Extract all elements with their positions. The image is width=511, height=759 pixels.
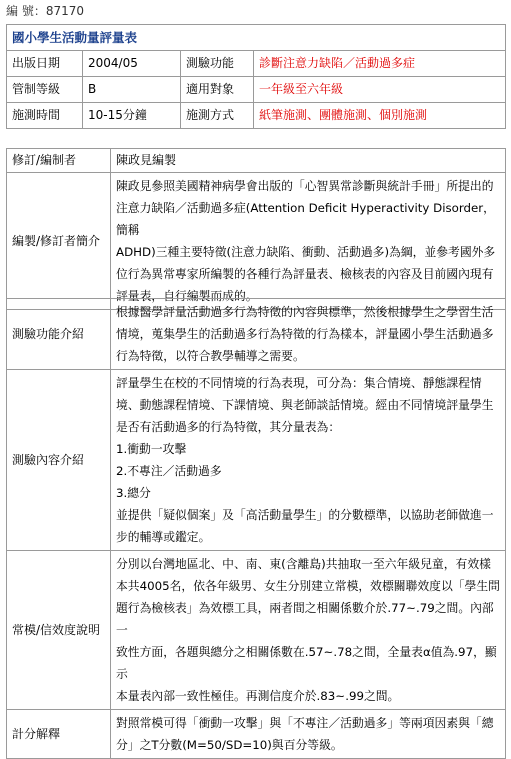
author-label: 修訂/編制者: [7, 149, 111, 173]
author-value: 陳政見編製: [111, 149, 506, 173]
function-intro-text: 根據醫學評量活動過多行為特徵的內容與標準，然後根據學生之學習生活 情境，蒐集學生的活動過多行為特徵的行為樣本，評量國小學生活動過多 行為特徵，以符合教學輔導之需要。: [111, 299, 506, 370]
test-title: 國小學生活動量評量表: [7, 25, 506, 51]
control-value: B: [83, 77, 181, 103]
function-value: 診斷注意力缺陷／活動過多症: [254, 51, 506, 77]
norms-label: 常模/信效度說明: [7, 551, 111, 710]
target-value: 一年級至六年級: [254, 77, 506, 103]
time-label: 施測時間: [7, 103, 83, 129]
method-label: 施測方式: [181, 103, 254, 129]
content-intro-label: 測驗內容介紹: [7, 370, 111, 551]
function-label: 測驗功能: [181, 51, 254, 77]
author-intro-text: 陳政見參照美國精神病學會出版的「心智異常診斷與統計手冊」所提出的 注意力缺陷／活動過多症(Attention Deficit Hyperactivity Disorder，簡稱 ADHD)三種主要特徵(注意力缺陷、衝動、活動過多)為綱，並參考國外多 位行為異常專家所編製的各種行為評量表、檢核表的內容及目前國內現有 評量表，自行編製而成的。: [111, 173, 506, 310]
function-intro-label: 測驗功能介紹: [7, 299, 111, 370]
method-value: 紙筆施測、團體施測、個別施測: [254, 103, 506, 129]
author-table: [6, 148, 506, 310]
publish-date-value: 2004/05: [83, 51, 181, 77]
time-value: 10-15分鐘: [83, 103, 181, 129]
scoring-text: 對照常模可得「衝動一攻擊」與「不專注／活動過多」等兩項因素與「總 分」之T分數(M=50/SD=10)與百分等級。: [111, 710, 506, 759]
content-intro-text: 評量學生在校的不同情境的行為表現，可分為：集合情境、靜態課程情 境、動態課程情境、下課情境、與老師談話情境。經由不同情境評量學生 是否有活動過多的行為特徵，其分量表為： 1.衝動一攻擊 2.不專注／活動過多 3.總分 並提供「疑似個案」及「高活動量學生」的分數標準，以協助老師做進一 步的輔導或鑑定。: [111, 370, 506, 551]
publish-date-label: 出版日期: [7, 51, 83, 77]
target-label: 適用對象: [181, 77, 254, 103]
norms-text: 分別以台灣地區北、中、南、東(含離島)共抽取一至六年級兒童，有效樣 本共4005名，依各年級男、女生分別建立常模，效標關聯效度以「學生問 題行為檢核表」為效標工具，兩者間之相關係數介於.77~.79之間。內部一 致性方面，各題與總分之相關係數在.57~.78之間，全量表α值為.97，顯示 本量表內部一致性極佳。再測信度介於.83~.99之間。: [111, 551, 506, 710]
control-label: 管制等級: [7, 77, 83, 103]
details-table: [6, 298, 506, 759]
author-intro-label: 編製/修訂者簡介: [7, 173, 111, 310]
test-code: 編 號：87170: [6, 4, 84, 18]
scoring-label: 計分解釋: [7, 710, 111, 759]
basic-info-table: [6, 24, 506, 129]
